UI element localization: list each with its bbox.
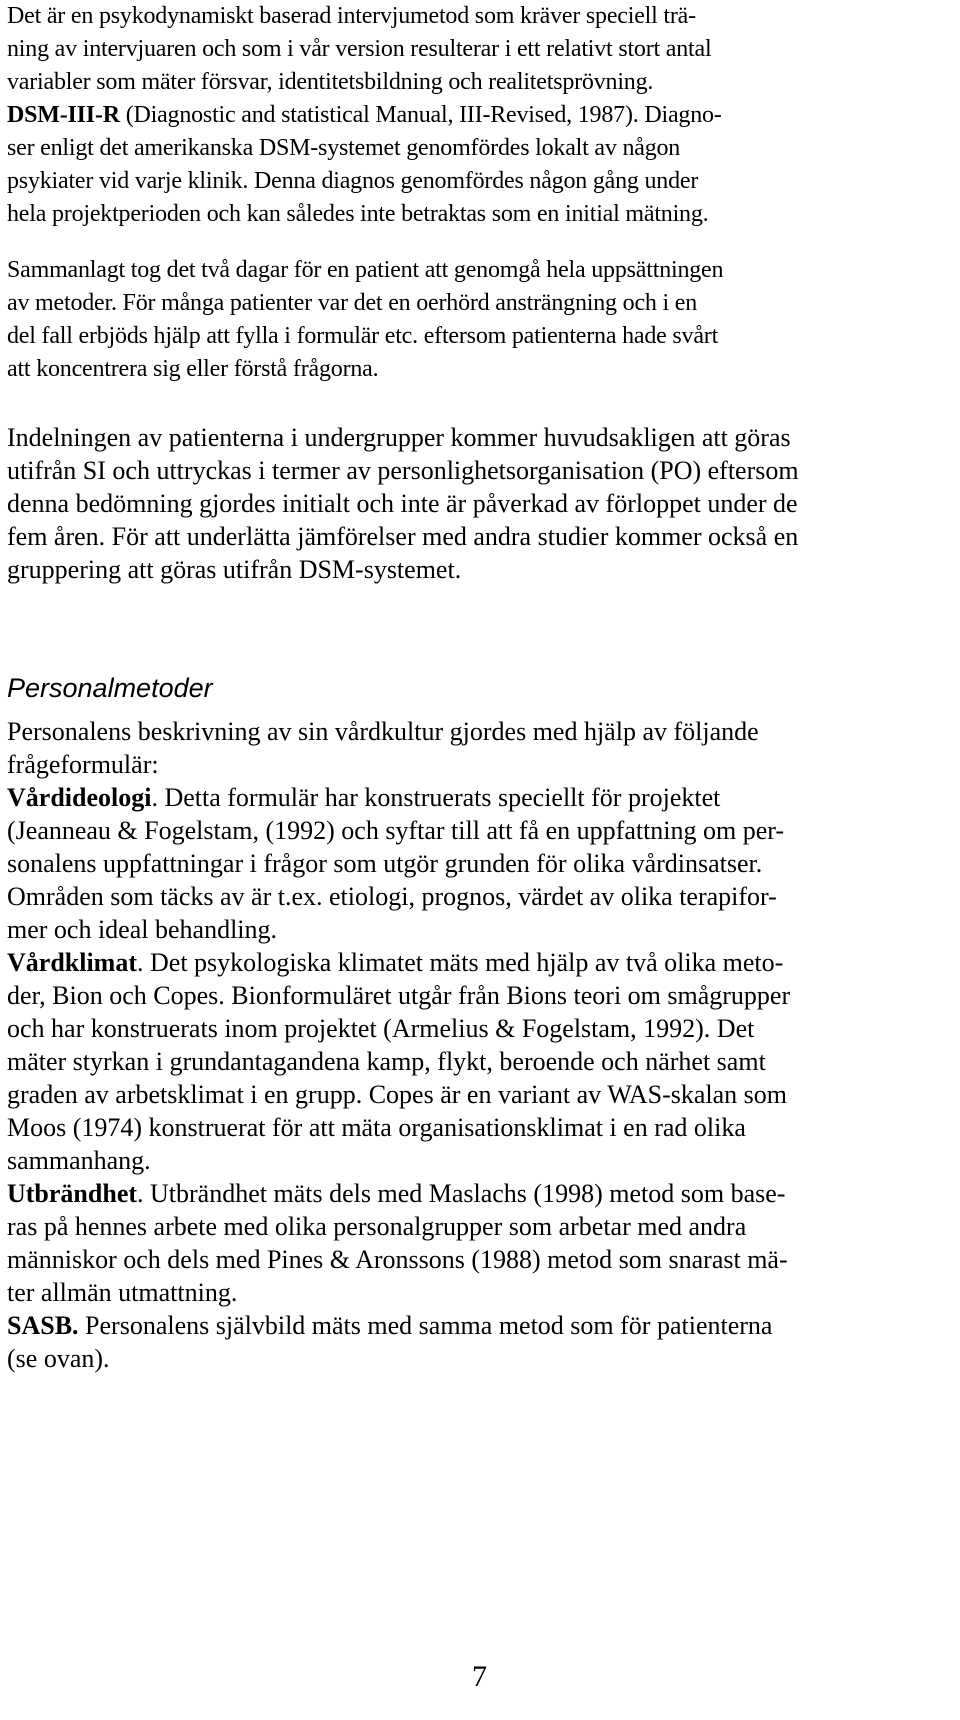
text-line: ser enligt det amerikanska DSM-systemet genomfördes lokalt av någon — [7, 135, 681, 161]
text-line: psykiater vid varje klinik. Denna diagnos genomfördes någon gång under — [7, 168, 699, 194]
text-line: gruppering att göras utifrån DSM-systemet. — [7, 555, 462, 584]
text-line — [7, 781, 952, 814]
text-line: av metoder. För många patienter var det en oerhörd ansträngning och i en — [7, 290, 698, 316]
text-line: hela projektperioden och kan således inte betraktas som en initial mätning. — [7, 201, 709, 227]
text-fragment: Personalens självbild mäts med samma metod som för patienterna — [78, 1311, 773, 1340]
text-line — [7, 99, 952, 132]
text-line: att koncentrera sig eller förstå frågorna. — [7, 356, 379, 382]
text-line: ras på hennes arbete med olika personalgrupper som arbetar med andra — [7, 1212, 747, 1241]
paragraph-subgroups — [7, 421, 952, 586]
text-fragment: . Det psykologiska klimatet mäts med hjälp av två olika meto- — [137, 948, 784, 977]
text-line: Indelningen av patienterna i undergrupper kommer huvudsakligen att göras — [7, 423, 791, 452]
text-line: Personalens beskrivning av sin vårdkultur gjordes med hjälp av följande — [7, 717, 759, 746]
paragraph-staff-methods — [7, 715, 952, 1375]
text-line: Det är en psykodynamiskt baserad intervjumetod som kräver speciell trä- — [7, 3, 696, 29]
term-utbrandhet: Utbrändhet — [7, 1179, 138, 1208]
text-line: graden av arbetsklimat i en grupp. Copes är en variant av WAS-skalan som — [7, 1080, 788, 1109]
text-line: sonalens uppfattningar i frågor som utgör grunden för olika vårdinsatser. — [7, 849, 763, 878]
text-line: Moos (1974) konstruerat för att mäta organisationsklimat i en rad olika — [7, 1113, 746, 1142]
text-line — [7, 1309, 952, 1342]
text-line — [7, 1177, 952, 1210]
text-line: ning av intervjuaren och som i vår version resulterar i ett relativt stort antal — [7, 36, 712, 62]
paragraph-interview-method — [7, 0, 952, 231]
page-number: 7 — [472, 1660, 487, 1693]
text-line: frågeformulär: — [7, 750, 159, 779]
text-line: och har konstruerats inom projektet (Armelius & Fogelstam, 1992). Det — [7, 1014, 755, 1043]
text-line: der, Bion och Copes. Bionformuläret utgår från Bions teori om smågrupper — [7, 981, 791, 1010]
text-fragment: . Utbrändhet mäts dels med Maslachs (1998) metod som base- — [137, 1179, 786, 1208]
text-fragment: (Diagnostic and statistical Manual, III-Revised, 1987). Diagno- — [125, 102, 722, 128]
text-line: fem åren. För att underlätta jämförelser med andra studier kommer också en — [7, 522, 799, 551]
text-line: utifrån SI och uttryckas i termer av personlighetsorganisation (PO) eftersom — [7, 456, 799, 485]
text-line: (se ovan). — [7, 1344, 110, 1373]
text-line — [7, 946, 952, 979]
text-line: (Jeanneau & Fogelstam, (1992) och syftar till att få en uppfattning om per- — [7, 816, 785, 845]
text-line: ter allmän utmattning. — [7, 1278, 238, 1307]
text-line: Sammanlagt tog det två dagar för en patient att genomgå hela uppsättningen — [7, 257, 724, 283]
text-line: Områden som täcks av är t.ex. etiologi, prognos, värdet av olika terapifor- — [7, 882, 777, 911]
term-sasb: SASB. — [7, 1311, 79, 1340]
term-vardklimat: Vårdklimat — [7, 948, 137, 977]
paragraph-procedure-duration — [7, 254, 952, 386]
text-line: mer och ideal behandling. — [7, 915, 278, 944]
section-heading-personalmetoder: Personalmetoder — [7, 673, 213, 703]
text-line: del fall erbjöds hjälp att fylla i formulär etc. eftersom patienterna hade svårt — [7, 323, 719, 349]
text-line: mäter styrkan i grundantagandena kamp, flykt, beroende och närhet samt — [7, 1047, 766, 1076]
text-fragment: . Detta formulär har konstruerats speciellt för projektet — [151, 783, 721, 812]
text-line: denna bedömning gjordes initialt och inte är påverkad av förloppet under de — [7, 489, 798, 518]
term-dsm-iii-r: DSM-III-R — [7, 102, 120, 128]
text-line: sammanhang. — [7, 1146, 151, 1175]
term-vardideologi: Vårdideologi — [7, 783, 152, 812]
text-line: variabler som mäter försvar, identitetsbildning och realitetsprövning. — [7, 69, 654, 95]
text-line: människor och dels med Pines & Aronssons (1988) metod som snarast mä- — [7, 1245, 788, 1274]
